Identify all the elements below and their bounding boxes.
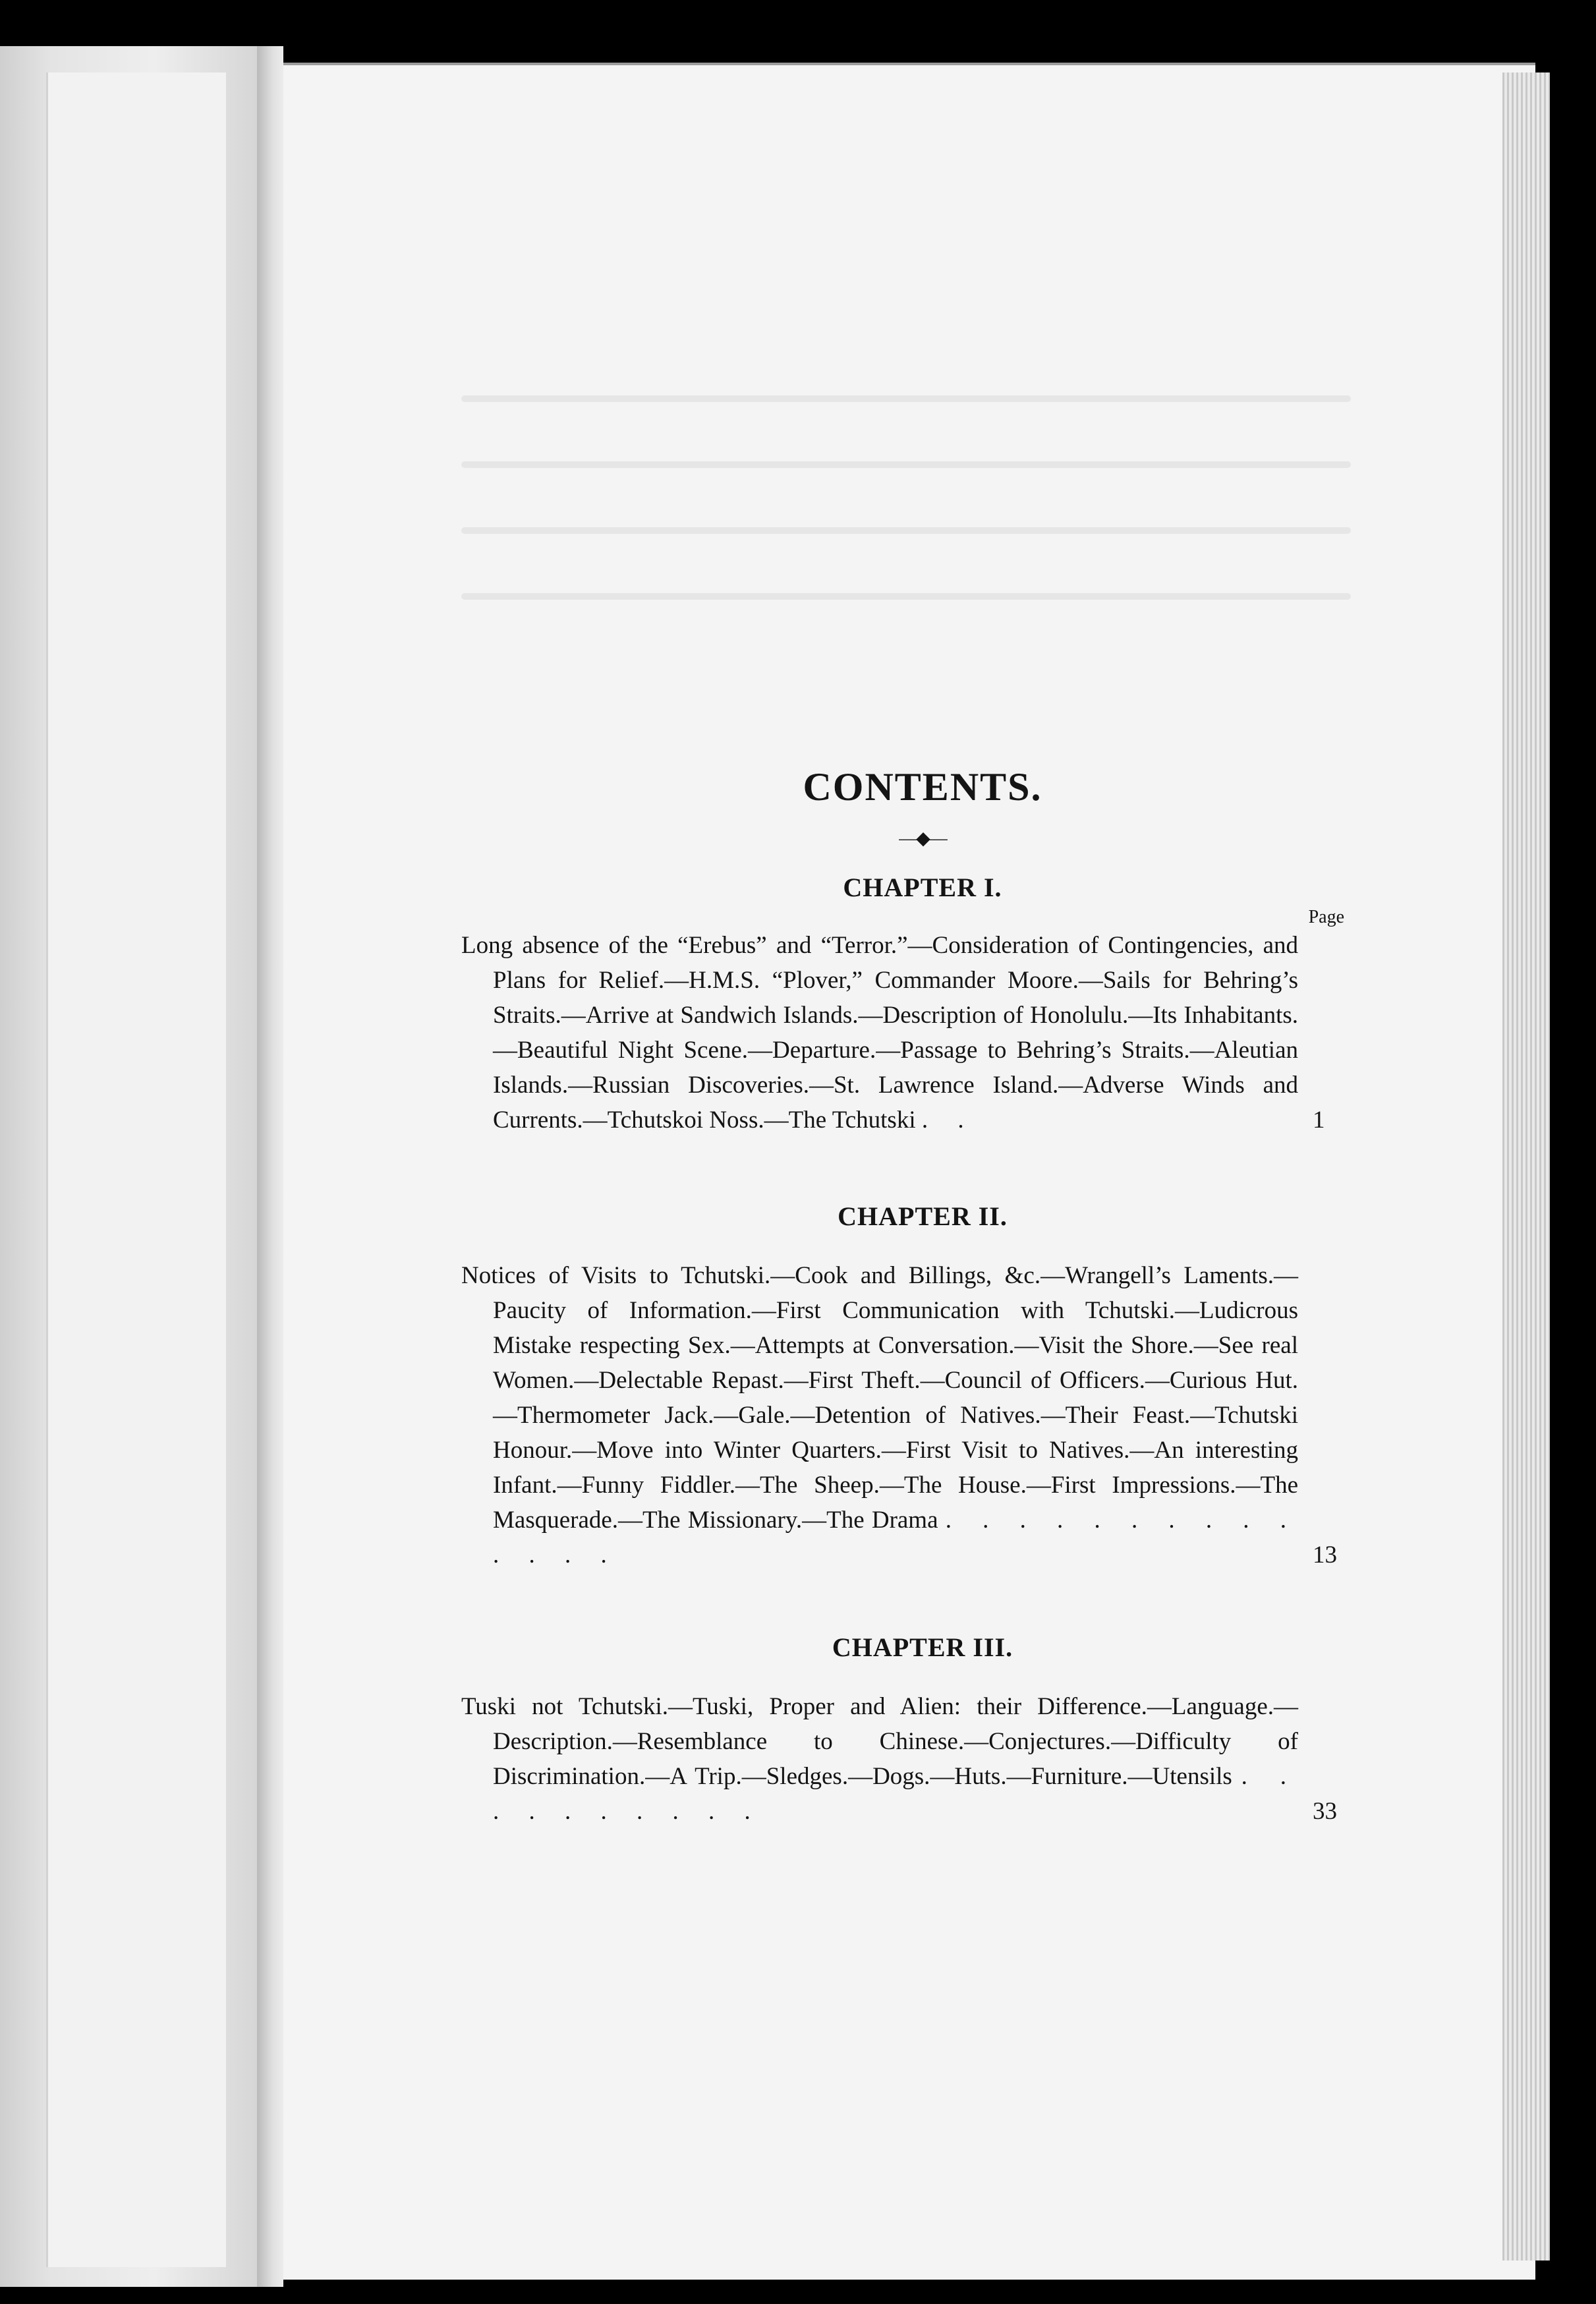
chapter-summary: Long absence of the “Erebus” and “Terror.”—Consideration of Contingencies, and Plans for Relief.—H.M.S. “Plover,” Commander Moore.—Sails for Behring’s Straits.—Arrive at Sandwich Islands.—Description of Honolulu.—Its Inhabitants.—Beautiful Night Scene.—Departure.—Passage to Behring’s Straits.—Aleutian Islands.—Russian Discoveries.—St. Lawrence Island.—Adverse Winds and Currents.—Tchutskoi Noss.—The Tchutski . . 1 (461, 932, 1325, 1134)
dot-leader: . . . . . . . . . . . . . . (493, 1507, 1298, 1569)
chapter-summary-text: Long absence of the “Erebus” and “Terror.”—Consideration of Contingencies, and Plans for Relief.—H.M.S. “Plover,” Commander Moore.—Sails for Behring’s Straits.—Arrive at Sandwich Islands.—Description of Honolulu.—Its Inhabitants.—Beautiful Night Scene.—Departure.—Passage to Behring’s Straits.—Aleutian Islands.—Russian Discoveries.—St. Lawrence Island.—Adverse Winds and Currents.—Tchutskoi Noss.—The Tchutski (461, 932, 1298, 1134)
chapter-heading: CHAPTER I. (843, 873, 1002, 902)
page-column-label: Page (1308, 907, 1344, 927)
chapter-summary: Tuski not Tchutski.—Tuski, Proper and Alien: their Difference.—Language.—Description.—Resemblance to Chinese.—Conjectures.—Difficulty of Discrimination.—A Trip.—Sledges.—Dogs.—Huts.—Furniture.—Utensils . . . . . . . . . . 33 (461, 1693, 1337, 1825)
title-ornament: —◆— (899, 828, 946, 849)
dot-leader: . . . . . . . . . . (493, 1763, 1299, 1825)
show-through-line (461, 593, 1351, 600)
table-of-contents (461, 764, 1344, 1829)
chapter-heading: CHAPTER III. (832, 1632, 1013, 1662)
contents-title: CONTENTS. (803, 765, 1042, 809)
show-through-line (461, 395, 1351, 402)
chapter-1-section (461, 872, 1344, 1138)
show-through-line (461, 527, 1351, 534)
book-gutter (257, 46, 283, 2287)
chapter-summary: Notices of Visits to Tchutski.—Cook and Billings, &c.—Wrangell’s Laments.—Paucity of Information.—First Communication with Tchutski.—Ludicrous Mistake respecting Sex.—Attempts at Conversation.—Visit the Shore.—See real Women.—Delectable Repast.—First Theft.—Council of Officers.—Curious Hut.—Thermometer Jack.—Gale.—Detention of Natives.—Their Feast.—Tchutski Honour.—Move into Winter Quarters.—First Visit to Natives.—An interesting Infant.—Funny Fiddler.—The Sheep.—The House.—First Impressions.—The Masquerade.—The Missionary.—The Drama . . . . . . . . . . . . . . 13 (461, 1262, 1337, 1569)
chapter-summary-text: Tuski not Tchutski.—Tuski, Proper and Alien: their Difference.—Language.—Description.—Resemblance to Chinese.—Conjectures.—Difficulty of Discrimination.—A Trip.—Sledges.—Dogs.—Huts.—Furniture.—Utensils (461, 1693, 1298, 1790)
chapter-3-section (461, 1632, 1344, 1829)
page-edges (1502, 72, 1550, 2261)
chapter-summary-text: Notices of Visits to Tchutski.—Cook and Billings, &c.—Wrangell’s Laments.—Paucity of Information.—First Communication with Tchutski.—Ludicrous Mistake respecting Sex.—Attempts at Conversation.—Visit the Shore.—See real Women.—Delectable Repast.—First Theft.—Council of Officers.—Curious Hut.—Thermometer Jack.—Gale.—Detention of Natives.—Their Feast.—Tchutski Honour.—Move into Winter Quarters.—First Visit to Natives.—An interesting Infant.—Funny Fiddler.—The Sheep.—The House.—First Impressions.—The Masquerade.—The Missionary.—The Drama (461, 1262, 1298, 1534)
left-page (0, 46, 257, 2287)
chapter-2-section (461, 1201, 1344, 1572)
chapter-heading: CHAPTER II. (838, 1201, 1008, 1231)
show-through-line (461, 461, 1351, 468)
dot-leader: . . (921, 1107, 976, 1134)
left-page-leaf (46, 72, 226, 2267)
